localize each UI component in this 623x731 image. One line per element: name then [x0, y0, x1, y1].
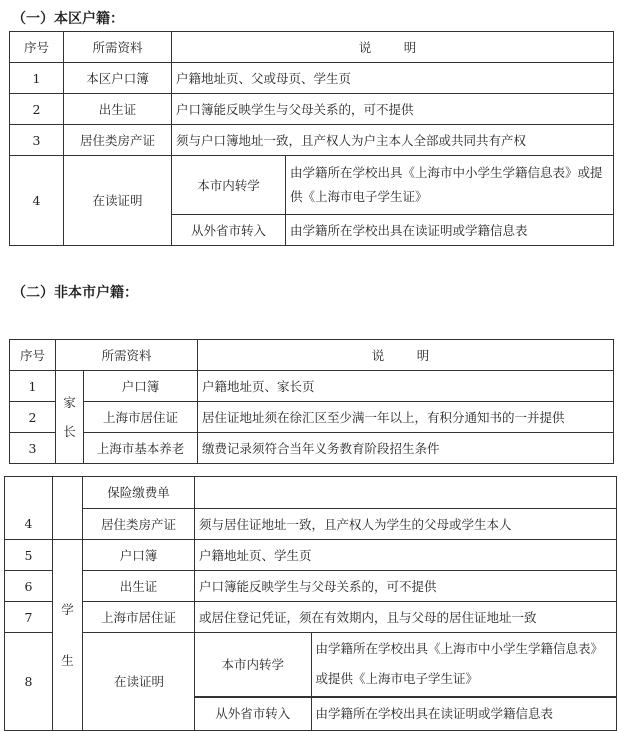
- material-cell: 本区户口簿: [64, 63, 172, 94]
- materials-header: 所需资料: [64, 32, 172, 63]
- table-row: [5, 477, 617, 509]
- seq-cell: 3: [10, 433, 56, 464]
- section1-heading: （一）本区户籍：: [12, 11, 124, 27]
- row8-inner-table: [83, 634, 195, 729]
- group-cell: [53, 509, 83, 540]
- row8-detail-table: [195, 698, 617, 730]
- desc-header: 说 明: [172, 32, 614, 63]
- seq-cell: 7: [5, 602, 53, 633]
- seq-cell: 1: [10, 371, 56, 402]
- desc-cell: [195, 477, 617, 509]
- material-cell: 在读证明: [64, 156, 172, 246]
- seq-header: 序号: [10, 340, 56, 371]
- desc-cell: 须与居住证地址一致，且产权人为学生的父母或学生本人: [195, 509, 617, 540]
- material-cell: 上海市居住证: [83, 602, 195, 633]
- nonlocal-student-table: [4, 476, 617, 731]
- seq-cell: 5: [5, 540, 53, 571]
- table-row: [10, 63, 614, 94]
- desc-cell: 户口簿能反映学生与父母关系的，可不提供: [172, 94, 614, 125]
- material-cell: 出生证: [64, 94, 172, 125]
- materials-header: 所需资料: [56, 340, 198, 371]
- group-cell: [53, 477, 83, 509]
- seq-cell: 2: [10, 94, 64, 125]
- table-header-row: [10, 340, 614, 371]
- group-label-char: 学: [61, 601, 74, 617]
- row8-detail-cell: [195, 697, 617, 730]
- student-group-label: [53, 540, 83, 731]
- row8-detail-table: [195, 633, 617, 697]
- desc-cell: 由学籍所在学校出具《上海市中小学生学籍信息表》或提供《上海市电子学生证》: [286, 156, 614, 215]
- table-row: [10, 402, 614, 433]
- group-label-char: 长: [63, 424, 76, 439]
- seq-cell: 4: [10, 156, 64, 246]
- seq-cell: 8: [5, 633, 53, 731]
- material-cell: [83, 633, 195, 731]
- seq-header: 序号: [10, 32, 64, 63]
- table-row: [10, 371, 614, 402]
- table-row: [10, 94, 614, 125]
- parent-group-label: [56, 371, 84, 464]
- material-cell: 上海市居住证: [84, 402, 198, 433]
- seq-cell: 2: [10, 402, 56, 433]
- local-hukou-table: [9, 31, 614, 246]
- table-row: [10, 156, 614, 215]
- nonlocal-parent-table: [9, 339, 614, 464]
- group-label-char: 家: [63, 395, 76, 410]
- seq-cell: 1: [10, 63, 64, 94]
- seq-cell: 3: [10, 125, 64, 156]
- desc-cell: 居住证地址须在徐汇区至少满一年以上，有积分通知书的一并提供: [198, 402, 614, 433]
- material-cell: 出生证: [83, 571, 195, 602]
- sub-material-cell: 从外省市转入: [172, 215, 286, 246]
- row8-detail-cell: [195, 633, 617, 698]
- group-label-char: 生: [61, 652, 74, 668]
- material-cell: 户口簿: [83, 540, 195, 571]
- sub-material-cell: 从外省市转入: [195, 698, 311, 730]
- desc-cell: 由学籍所在学校出具《上海市中小学生学籍信息表》或提供《上海市电子学生证》: [311, 633, 617, 696]
- material-cell: 居住类房产证: [64, 125, 172, 156]
- table-row: [5, 602, 617, 633]
- desc-cell: 户籍地址页、家长页: [198, 371, 614, 402]
- table-row: [10, 125, 614, 156]
- sub-material-cell: 本市内转学: [195, 633, 311, 696]
- desc-cell: 户籍地址页、父或母页、学生页: [172, 63, 614, 94]
- table-row: [10, 433, 614, 464]
- table-row: [5, 571, 617, 602]
- desc-cell: 由学籍所在学校出具在读证明或学籍信息表: [286, 215, 614, 246]
- table-header-row: [10, 32, 614, 63]
- material-cell: 上海市基本养老: [84, 433, 198, 464]
- seq-cell: [5, 477, 53, 509]
- desc-cell: 缴费记录须符合当年义务教育阶段招生条件: [198, 433, 614, 464]
- sub-material-cell: 本市内转学: [172, 156, 286, 215]
- table-row: [5, 509, 617, 540]
- section2-heading: （二）非本市户籍：: [12, 285, 138, 301]
- seq-cell: 6: [5, 571, 53, 602]
- seq-cell: 4: [5, 509, 53, 540]
- desc-cell: 户籍地址页、学生页: [195, 540, 617, 571]
- desc-cell: 户口簿能反映学生与父母关系的，可不提供: [195, 571, 617, 602]
- table-row: [5, 540, 617, 571]
- desc-header: 说 明: [198, 340, 614, 371]
- desc-cell: 由学籍所在学校出具在读证明或学籍信息表: [311, 698, 617, 730]
- desc-cell: 须与户口簿地址一致，且产权人为户主本人全部或共同共有产权: [172, 125, 614, 156]
- material-cell: 户口簿: [84, 371, 198, 402]
- table-row: [5, 633, 617, 698]
- material-cell: 保险缴费单: [83, 477, 195, 509]
- material-text: 在读证明: [113, 673, 164, 689]
- desc-cell: 或居住登记凭证，须在有效期内，且与父母的居住证地址一致: [195, 602, 617, 633]
- material-cell: 居住类房产证: [83, 509, 195, 540]
